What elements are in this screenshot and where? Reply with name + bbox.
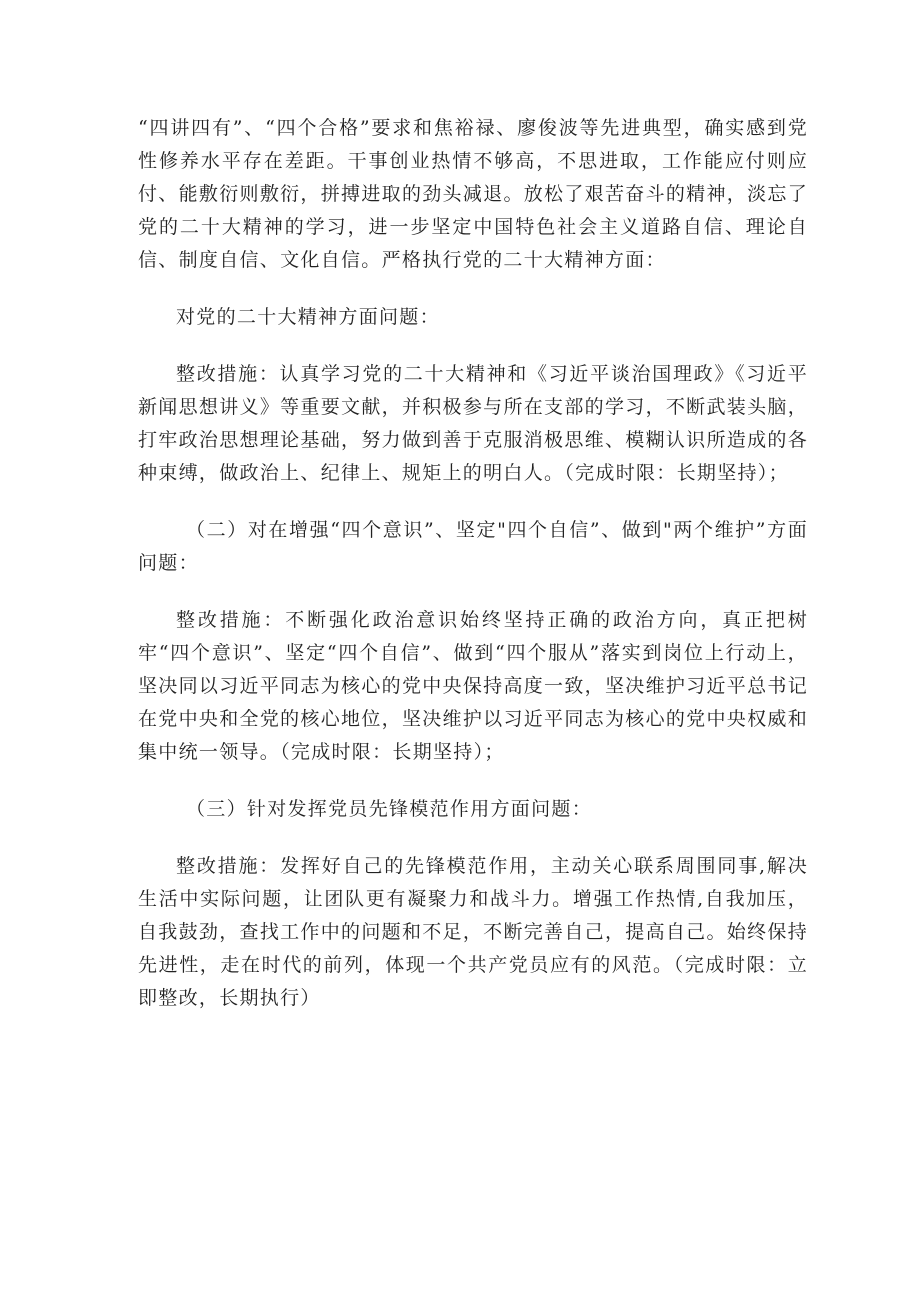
section-heading-1: 对党的二十大精神方面问题：: [176, 306, 440, 328]
page-bottom-edge: [0, 1295, 920, 1301]
rectification-measure-2: 整改措施：不断强化政治意识始终坚持正确的政治方向，真正把树牢“四个意识”、坚定“四个自信”、做到“四个服从”落实到岗位上行动上，坚决同以习近平同志为核心的党中央保持高度一致，坚决维护习近平总书记在党中央和全党的核心地位，坚决维护以习近平同志为核心的党中央权威和集中统一领导。（完成时限：长期坚持）；: [138, 609, 808, 763]
document-page: [138, 112, 808, 1015]
rectification-measure-1: 整改措施：认真学习党的二十大精神和《习近平谈治国理政》《习近平新闻思想讲义》等重要文献，并积极参与所在支部的学习，不断武装头脑，打牢政治思想理论基础，努力做到善于克服消极思维、模糊认识所造成的各种束缚，做政治上、纪律上、规矩上的明白人。（完成时限：长期坚持）；: [138, 363, 808, 484]
section-heading-3: （三）针对发挥党员先锋模范作用方面问题：: [186, 798, 593, 820]
paragraph-intro: “四讲四有”、“四个合格”要求和焦裕禄、廖俊波等先进典型，确实感到党性修养水平存在差距。干事创业热情不够高，不思进取，工作能应付则应付、能敷衍则敷衍，拼搏进取的劲头减退。放松了艰苦奋斗的精神，淡忘了党的二十大精神的学习，进一步坚定中国特色社会主义道路自信、理论自信、制度自信、文化自信。严格执行党的二十大精神方面：: [138, 117, 808, 271]
section-heading-2: （二）对在增强“四个意识”、坚定"四个自信”、做到"两个维护”方面问题：: [138, 519, 808, 574]
rectification-measure-3: 整改措施：发挥好自己的先锋模范作用，主动关心联系周围同事,解决生活中实际问题，让团队更有凝聚力和战斗力。增强工作热情,自我加压，自我鼓劲，查找工作中的问题和不足，不断完善自己，提高自己。始终保持先进性，走在时代的前列，体现一个共产党员应有的风范。（完成时限：立即整改，长期执行）: [138, 855, 808, 1009]
